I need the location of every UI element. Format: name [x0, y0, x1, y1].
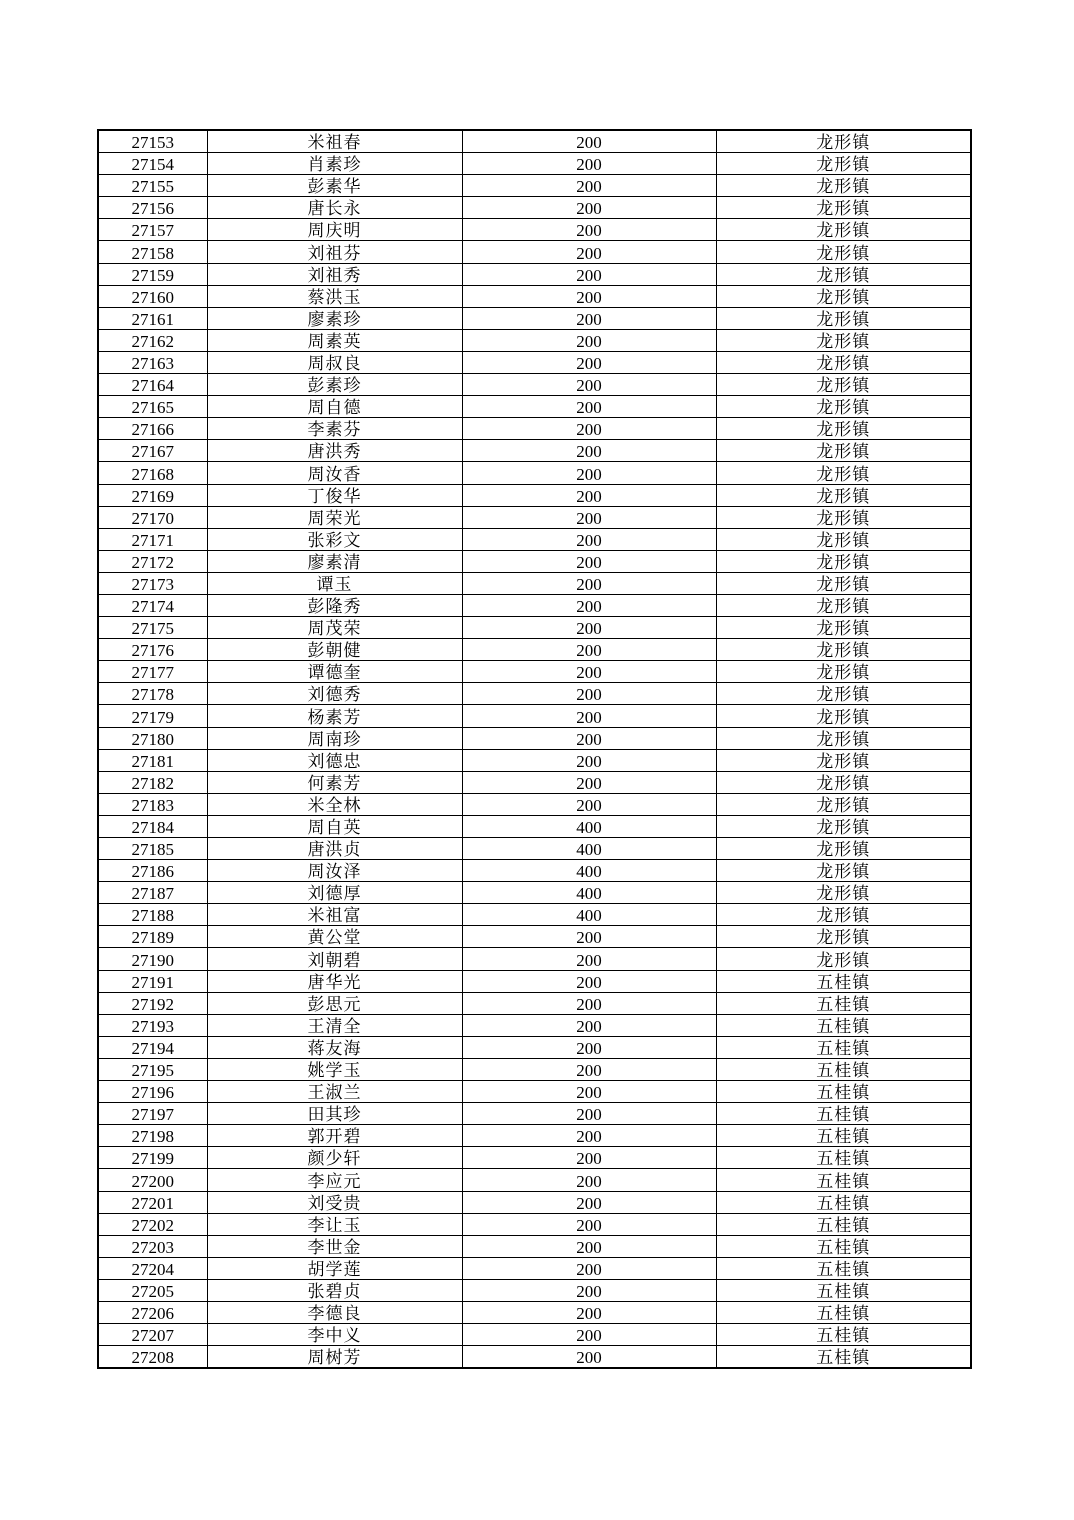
id-cell: 27177	[98, 661, 207, 683]
id-cell: 27171	[98, 528, 207, 550]
table-row	[98, 1279, 971, 1301]
name-cell: 周树芳	[207, 1346, 462, 1369]
name-cell: 李世金	[207, 1235, 462, 1257]
town-cell: 龙形镇	[716, 771, 971, 793]
id-cell: 27201	[98, 1191, 207, 1213]
amount-cell: 200	[462, 1324, 716, 1346]
amount-cell: 200	[462, 153, 716, 175]
name-cell: 周自英	[207, 815, 462, 837]
name-cell: 米祖春	[207, 130, 462, 153]
name-cell: 周素英	[207, 329, 462, 351]
town-cell: 五桂镇	[716, 1103, 971, 1125]
table-row	[98, 1257, 971, 1279]
name-cell: 彭思元	[207, 992, 462, 1014]
amount-cell: 200	[462, 462, 716, 484]
town-cell: 五桂镇	[716, 970, 971, 992]
town-cell: 龙形镇	[716, 263, 971, 285]
id-cell: 27175	[98, 617, 207, 639]
id-cell: 27187	[98, 882, 207, 904]
amount-cell: 400	[462, 860, 716, 882]
amount-cell: 200	[462, 727, 716, 749]
table-row	[98, 374, 971, 396]
town-cell: 龙形镇	[716, 727, 971, 749]
id-cell: 27168	[98, 462, 207, 484]
id-cell: 27164	[98, 374, 207, 396]
amount-cell: 200	[462, 970, 716, 992]
id-cell: 27183	[98, 793, 207, 815]
amount-cell: 400	[462, 838, 716, 860]
amount-cell: 200	[462, 1191, 716, 1213]
name-cell: 蒋友海	[207, 1036, 462, 1058]
table-row	[98, 285, 971, 307]
town-cell: 龙形镇	[716, 329, 971, 351]
id-cell: 27199	[98, 1147, 207, 1169]
table-row	[98, 1169, 971, 1191]
id-cell: 27195	[98, 1058, 207, 1080]
table-row	[98, 926, 971, 948]
table-row	[98, 838, 971, 860]
table-row	[98, 992, 971, 1014]
id-cell: 27165	[98, 396, 207, 418]
table-row	[98, 793, 971, 815]
name-cell: 李德良	[207, 1301, 462, 1323]
amount-cell: 200	[462, 771, 716, 793]
table-row	[98, 572, 971, 594]
name-cell: 李素芬	[207, 418, 462, 440]
name-cell: 唐华光	[207, 970, 462, 992]
amount-cell: 200	[462, 572, 716, 594]
town-cell: 龙形镇	[716, 550, 971, 572]
town-cell: 五桂镇	[716, 1081, 971, 1103]
town-cell: 龙形镇	[716, 749, 971, 771]
roster-table	[97, 129, 972, 1369]
name-cell: 唐长永	[207, 197, 462, 219]
name-cell: 米全林	[207, 793, 462, 815]
amount-cell: 200	[462, 639, 716, 661]
table-row	[98, 948, 971, 970]
amount-cell: 200	[462, 550, 716, 572]
town-cell: 龙形镇	[716, 617, 971, 639]
amount-cell: 200	[462, 241, 716, 263]
id-cell: 27194	[98, 1036, 207, 1058]
id-cell: 27184	[98, 815, 207, 837]
table-row	[98, 175, 971, 197]
town-cell: 五桂镇	[716, 1324, 971, 1346]
name-cell: 何素芳	[207, 771, 462, 793]
id-cell: 27154	[98, 153, 207, 175]
name-cell: 彭朝健	[207, 639, 462, 661]
amount-cell: 200	[462, 1279, 716, 1301]
name-cell: 唐洪贞	[207, 838, 462, 860]
amount-cell: 200	[462, 1147, 716, 1169]
id-cell: 27170	[98, 506, 207, 528]
town-cell: 龙形镇	[716, 838, 971, 860]
table-row	[98, 263, 971, 285]
amount-cell: 200	[462, 351, 716, 373]
town-cell: 龙形镇	[716, 683, 971, 705]
town-cell: 五桂镇	[716, 1147, 971, 1169]
name-cell: 刘德忠	[207, 749, 462, 771]
id-cell: 27181	[98, 749, 207, 771]
town-cell: 龙形镇	[716, 815, 971, 837]
table-row	[98, 550, 971, 572]
table-row	[98, 153, 971, 175]
amount-cell: 200	[462, 329, 716, 351]
amount-cell: 200	[462, 1103, 716, 1125]
table-row	[98, 307, 971, 329]
table-row	[98, 1036, 971, 1058]
name-cell: 刘德厚	[207, 882, 462, 904]
amount-cell: 200	[462, 197, 716, 219]
name-cell: 李让玉	[207, 1213, 462, 1235]
id-cell: 27174	[98, 594, 207, 616]
table-row	[98, 329, 971, 351]
amount-cell: 200	[462, 992, 716, 1014]
table-row	[98, 661, 971, 683]
town-cell: 龙形镇	[716, 219, 971, 241]
amount-cell: 200	[462, 1235, 716, 1257]
id-cell: 27192	[98, 992, 207, 1014]
table-row	[98, 904, 971, 926]
amount-cell: 200	[462, 285, 716, 307]
name-cell: 彭隆秀	[207, 594, 462, 616]
table-row	[98, 1081, 971, 1103]
name-cell: 张彩文	[207, 528, 462, 550]
table-row	[98, 970, 971, 992]
id-cell: 27197	[98, 1103, 207, 1125]
amount-cell: 200	[462, 175, 716, 197]
table-row	[98, 484, 971, 506]
town-cell: 龙形镇	[716, 506, 971, 528]
name-cell: 刘朝碧	[207, 948, 462, 970]
town-cell: 五桂镇	[716, 1169, 971, 1191]
town-cell: 五桂镇	[716, 1014, 971, 1036]
amount-cell: 200	[462, 1036, 716, 1058]
table-row	[98, 462, 971, 484]
name-cell: 张碧贞	[207, 1279, 462, 1301]
amount-cell: 200	[462, 749, 716, 771]
town-cell: 龙形镇	[716, 197, 971, 219]
table-row	[98, 130, 971, 153]
town-cell: 龙形镇	[716, 484, 971, 506]
town-cell: 龙形镇	[716, 175, 971, 197]
amount-cell: 200	[462, 617, 716, 639]
town-cell: 龙形镇	[716, 285, 971, 307]
id-cell: 27188	[98, 904, 207, 926]
id-cell: 27166	[98, 418, 207, 440]
amount-cell: 200	[462, 948, 716, 970]
table-row	[98, 617, 971, 639]
town-cell: 龙形镇	[716, 793, 971, 815]
id-cell: 27193	[98, 1014, 207, 1036]
id-cell: 27208	[98, 1346, 207, 1369]
id-cell: 27179	[98, 705, 207, 727]
table-row	[98, 771, 971, 793]
table-row	[98, 1346, 971, 1369]
name-cell: 彭素珍	[207, 374, 462, 396]
name-cell: 肖素珍	[207, 153, 462, 175]
name-cell: 丁俊华	[207, 484, 462, 506]
amount-cell: 200	[462, 1169, 716, 1191]
town-cell: 龙形镇	[716, 130, 971, 153]
town-cell: 龙形镇	[716, 926, 971, 948]
id-cell: 27167	[98, 440, 207, 462]
name-cell: 廖素珍	[207, 307, 462, 329]
town-cell: 龙形镇	[716, 418, 971, 440]
id-cell: 27159	[98, 263, 207, 285]
town-cell: 龙形镇	[716, 462, 971, 484]
table-row	[98, 197, 971, 219]
table-row	[98, 1191, 971, 1213]
table-row	[98, 440, 971, 462]
name-cell: 王清全	[207, 1014, 462, 1036]
amount-cell: 200	[462, 396, 716, 418]
town-cell: 五桂镇	[716, 1191, 971, 1213]
amount-cell: 400	[462, 882, 716, 904]
id-cell: 27155	[98, 175, 207, 197]
amount-cell: 200	[462, 506, 716, 528]
table-row	[98, 1058, 971, 1080]
id-cell: 27153	[98, 130, 207, 153]
town-cell: 五桂镇	[716, 1235, 971, 1257]
id-cell: 27186	[98, 860, 207, 882]
name-cell: 周茂荣	[207, 617, 462, 639]
id-cell: 27198	[98, 1125, 207, 1147]
id-cell: 27185	[98, 838, 207, 860]
town-cell: 五桂镇	[716, 1279, 971, 1301]
table-row	[98, 683, 971, 705]
amount-cell: 200	[462, 1301, 716, 1323]
roster-table-body	[98, 130, 971, 1368]
town-cell: 龙形镇	[716, 948, 971, 970]
town-cell: 龙形镇	[716, 241, 971, 263]
town-cell: 龙形镇	[716, 351, 971, 373]
table-row	[98, 1147, 971, 1169]
name-cell: 李应元	[207, 1169, 462, 1191]
id-cell: 27178	[98, 683, 207, 705]
town-cell: 五桂镇	[716, 992, 971, 1014]
id-cell: 27176	[98, 639, 207, 661]
name-cell: 彭素华	[207, 175, 462, 197]
town-cell: 龙形镇	[716, 440, 971, 462]
name-cell: 唐洪秀	[207, 440, 462, 462]
table-row	[98, 1213, 971, 1235]
amount-cell: 200	[462, 1081, 716, 1103]
name-cell: 田其珍	[207, 1103, 462, 1125]
id-cell: 27169	[98, 484, 207, 506]
amount-cell: 200	[462, 661, 716, 683]
id-cell: 27205	[98, 1279, 207, 1301]
table-row	[98, 528, 971, 550]
name-cell: 刘受贵	[207, 1191, 462, 1213]
town-cell: 五桂镇	[716, 1058, 971, 1080]
table-row	[98, 594, 971, 616]
town-cell: 龙形镇	[716, 572, 971, 594]
table-row	[98, 705, 971, 727]
name-cell: 周南珍	[207, 727, 462, 749]
town-cell: 龙形镇	[716, 153, 971, 175]
id-cell: 27204	[98, 1257, 207, 1279]
town-cell: 龙形镇	[716, 661, 971, 683]
name-cell: 蔡洪玉	[207, 285, 462, 307]
table-row	[98, 1103, 971, 1125]
table-row	[98, 418, 971, 440]
table-row	[98, 749, 971, 771]
town-cell: 五桂镇	[716, 1346, 971, 1369]
town-cell: 龙形镇	[716, 528, 971, 550]
town-cell: 龙形镇	[716, 904, 971, 926]
table-row	[98, 1235, 971, 1257]
town-cell: 五桂镇	[716, 1213, 971, 1235]
amount-cell: 200	[462, 1058, 716, 1080]
table-row	[98, 219, 971, 241]
table-row	[98, 639, 971, 661]
id-cell: 27173	[98, 572, 207, 594]
id-cell: 27202	[98, 1213, 207, 1235]
id-cell: 27157	[98, 219, 207, 241]
town-cell: 五桂镇	[716, 1257, 971, 1279]
amount-cell: 200	[462, 374, 716, 396]
id-cell: 27180	[98, 727, 207, 749]
amount-cell: 200	[462, 307, 716, 329]
id-cell: 27182	[98, 771, 207, 793]
town-cell: 龙形镇	[716, 882, 971, 904]
name-cell: 周汝香	[207, 462, 462, 484]
amount-cell: 200	[462, 1346, 716, 1369]
town-cell: 龙形镇	[716, 374, 971, 396]
amount-cell: 200	[462, 219, 716, 241]
amount-cell: 400	[462, 904, 716, 926]
id-cell: 27158	[98, 241, 207, 263]
name-cell: 姚学玉	[207, 1058, 462, 1080]
amount-cell: 200	[462, 683, 716, 705]
town-cell: 五桂镇	[716, 1036, 971, 1058]
name-cell: 周汝泽	[207, 860, 462, 882]
town-cell: 龙形镇	[716, 307, 971, 329]
name-cell: 廖素清	[207, 550, 462, 572]
table-row	[98, 1324, 971, 1346]
name-cell: 周庆明	[207, 219, 462, 241]
amount-cell: 200	[462, 130, 716, 153]
id-cell: 27196	[98, 1081, 207, 1103]
id-cell: 27207	[98, 1324, 207, 1346]
name-cell: 谭德奎	[207, 661, 462, 683]
table-row	[98, 882, 971, 904]
name-cell: 米祖富	[207, 904, 462, 926]
name-cell: 刘祖芬	[207, 241, 462, 263]
id-cell: 27163	[98, 351, 207, 373]
amount-cell: 200	[462, 705, 716, 727]
amount-cell: 400	[462, 815, 716, 837]
name-cell: 刘祖秀	[207, 263, 462, 285]
id-cell: 27190	[98, 948, 207, 970]
town-cell: 龙形镇	[716, 860, 971, 882]
name-cell: 颜少轩	[207, 1147, 462, 1169]
name-cell: 胡学莲	[207, 1257, 462, 1279]
table-row	[98, 815, 971, 837]
amount-cell: 200	[462, 1213, 716, 1235]
id-cell: 27162	[98, 329, 207, 351]
id-cell: 27200	[98, 1169, 207, 1191]
table-row	[98, 727, 971, 749]
name-cell: 刘德秀	[207, 683, 462, 705]
name-cell: 李中义	[207, 1324, 462, 1346]
amount-cell: 200	[462, 1125, 716, 1147]
name-cell: 郭开碧	[207, 1125, 462, 1147]
town-cell: 龙形镇	[716, 639, 971, 661]
id-cell: 27189	[98, 926, 207, 948]
table-row	[98, 351, 971, 373]
amount-cell: 200	[462, 528, 716, 550]
amount-cell: 200	[462, 594, 716, 616]
table-row	[98, 506, 971, 528]
table-row	[98, 1125, 971, 1147]
name-cell: 周自德	[207, 396, 462, 418]
id-cell: 27161	[98, 307, 207, 329]
town-cell: 龙形镇	[716, 396, 971, 418]
amount-cell: 200	[462, 440, 716, 462]
id-cell: 27156	[98, 197, 207, 219]
table-row	[98, 860, 971, 882]
name-cell: 谭玉	[207, 572, 462, 594]
table-row	[98, 396, 971, 418]
amount-cell: 200	[462, 1257, 716, 1279]
table-row	[98, 1301, 971, 1323]
town-cell: 五桂镇	[716, 1301, 971, 1323]
amount-cell: 200	[462, 793, 716, 815]
name-cell: 王淑兰	[207, 1081, 462, 1103]
id-cell: 27160	[98, 285, 207, 307]
town-cell: 龙形镇	[716, 705, 971, 727]
name-cell: 周荣光	[207, 506, 462, 528]
name-cell: 黄公堂	[207, 926, 462, 948]
table-row	[98, 1014, 971, 1036]
town-cell: 五桂镇	[716, 1125, 971, 1147]
table-row	[98, 241, 971, 263]
amount-cell: 200	[462, 1014, 716, 1036]
amount-cell: 200	[462, 263, 716, 285]
name-cell: 杨素芳	[207, 705, 462, 727]
town-cell: 龙形镇	[716, 594, 971, 616]
amount-cell: 200	[462, 418, 716, 440]
id-cell: 27172	[98, 550, 207, 572]
id-cell: 27206	[98, 1301, 207, 1323]
amount-cell: 200	[462, 926, 716, 948]
id-cell: 27203	[98, 1235, 207, 1257]
id-cell: 27191	[98, 970, 207, 992]
amount-cell: 200	[462, 484, 716, 506]
name-cell: 周叔良	[207, 351, 462, 373]
